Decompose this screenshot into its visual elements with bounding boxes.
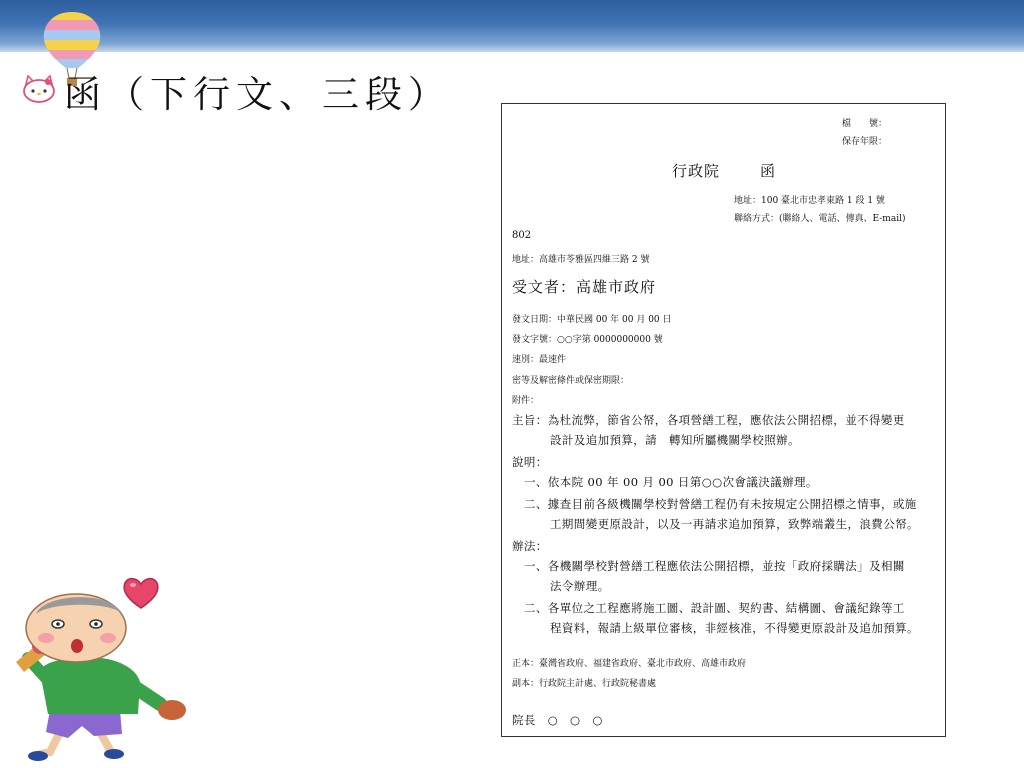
method-item-1-line-1: 一、各機關學校對營繕工程應依法公開招標，並按「政府採購法」及相關 [524, 559, 905, 573]
recipient-address: 地址：高雄市苓雅區四維三路 2 號 [512, 255, 650, 265]
signature-line: 院長 ○ ○ ○ [512, 713, 603, 727]
speed-category: 速別：最速件 [512, 355, 567, 365]
explanation-item-2-line-1: 二、據查目前各級機關學校對營繕工程仍有未按規定公開招標之情事，或施 [524, 497, 917, 511]
explanation-item-1: 一、依本院 00 年 00 月 00 日第○○次會議決議辦理。 [524, 475, 818, 489]
cartoon-boy-icon [10, 592, 190, 768]
original-recipients: 正本：臺灣省政府、福建省政府、臺北市政府、高雄市政府 [512, 659, 747, 669]
document-type: 函 [760, 162, 777, 180]
header-band [0, 0, 1024, 52]
method-item-1-line-2: 法令辦理。 [550, 579, 610, 593]
recipient: 受文者：高雄市政府 [512, 278, 657, 296]
explanation-item-2-line-2: 工期間變更原設計，以及一再請求追加預算，致弊端叢生，浪費公帑。 [550, 517, 919, 531]
issue-number: 發文字號：○○字第 0000000000 號 [512, 335, 663, 345]
explanation-label: 說明： [512, 455, 548, 469]
slide-title: 函（下行文、三段） [64, 73, 451, 116]
copy-recipients: 副本：行政院主計處、行政院秘書處 [512, 679, 657, 689]
attachment: 附件： [512, 396, 540, 406]
official-letter-document [501, 103, 946, 737]
contact-info: 聯絡方式：(聯絡人、電話、傳真、E-mail) [734, 214, 906, 224]
issuing-agency: 行政院 [672, 162, 721, 180]
security-level: 密等及解密條件或保密期限： [512, 376, 630, 386]
hello-kitty-icon [20, 74, 58, 104]
method-label: 辦法： [512, 539, 548, 553]
subject-line-2: 設計及追加預算，請 轉知所屬機關學校照辦。 [550, 433, 800, 447]
subject-line-1: 主旨：為杜流弊，節省公帑，各項營繕工程，應依法公開招標，並不得變更 [512, 413, 905, 427]
file-number-label: 檔 號： [842, 119, 888, 129]
method-item-2-line-2: 程資料，報請上級單位審核，非經核准，不得變更原設計及追加預算。 [550, 621, 919, 635]
method-item-2-line-1: 二、各單位之工程應將施工圖、設計圖、契約書、結構圖、會議紀錄等工 [524, 601, 905, 615]
postal-code: 802 [512, 230, 532, 241]
agency-address: 地址：100 臺北市忠孝東路 1 段 1 號 [734, 196, 885, 206]
issue-date: 發文日期：中華民國 00 年 00 月 00 日 [512, 315, 672, 325]
retention-period-label: 保存年限： [842, 137, 888, 147]
